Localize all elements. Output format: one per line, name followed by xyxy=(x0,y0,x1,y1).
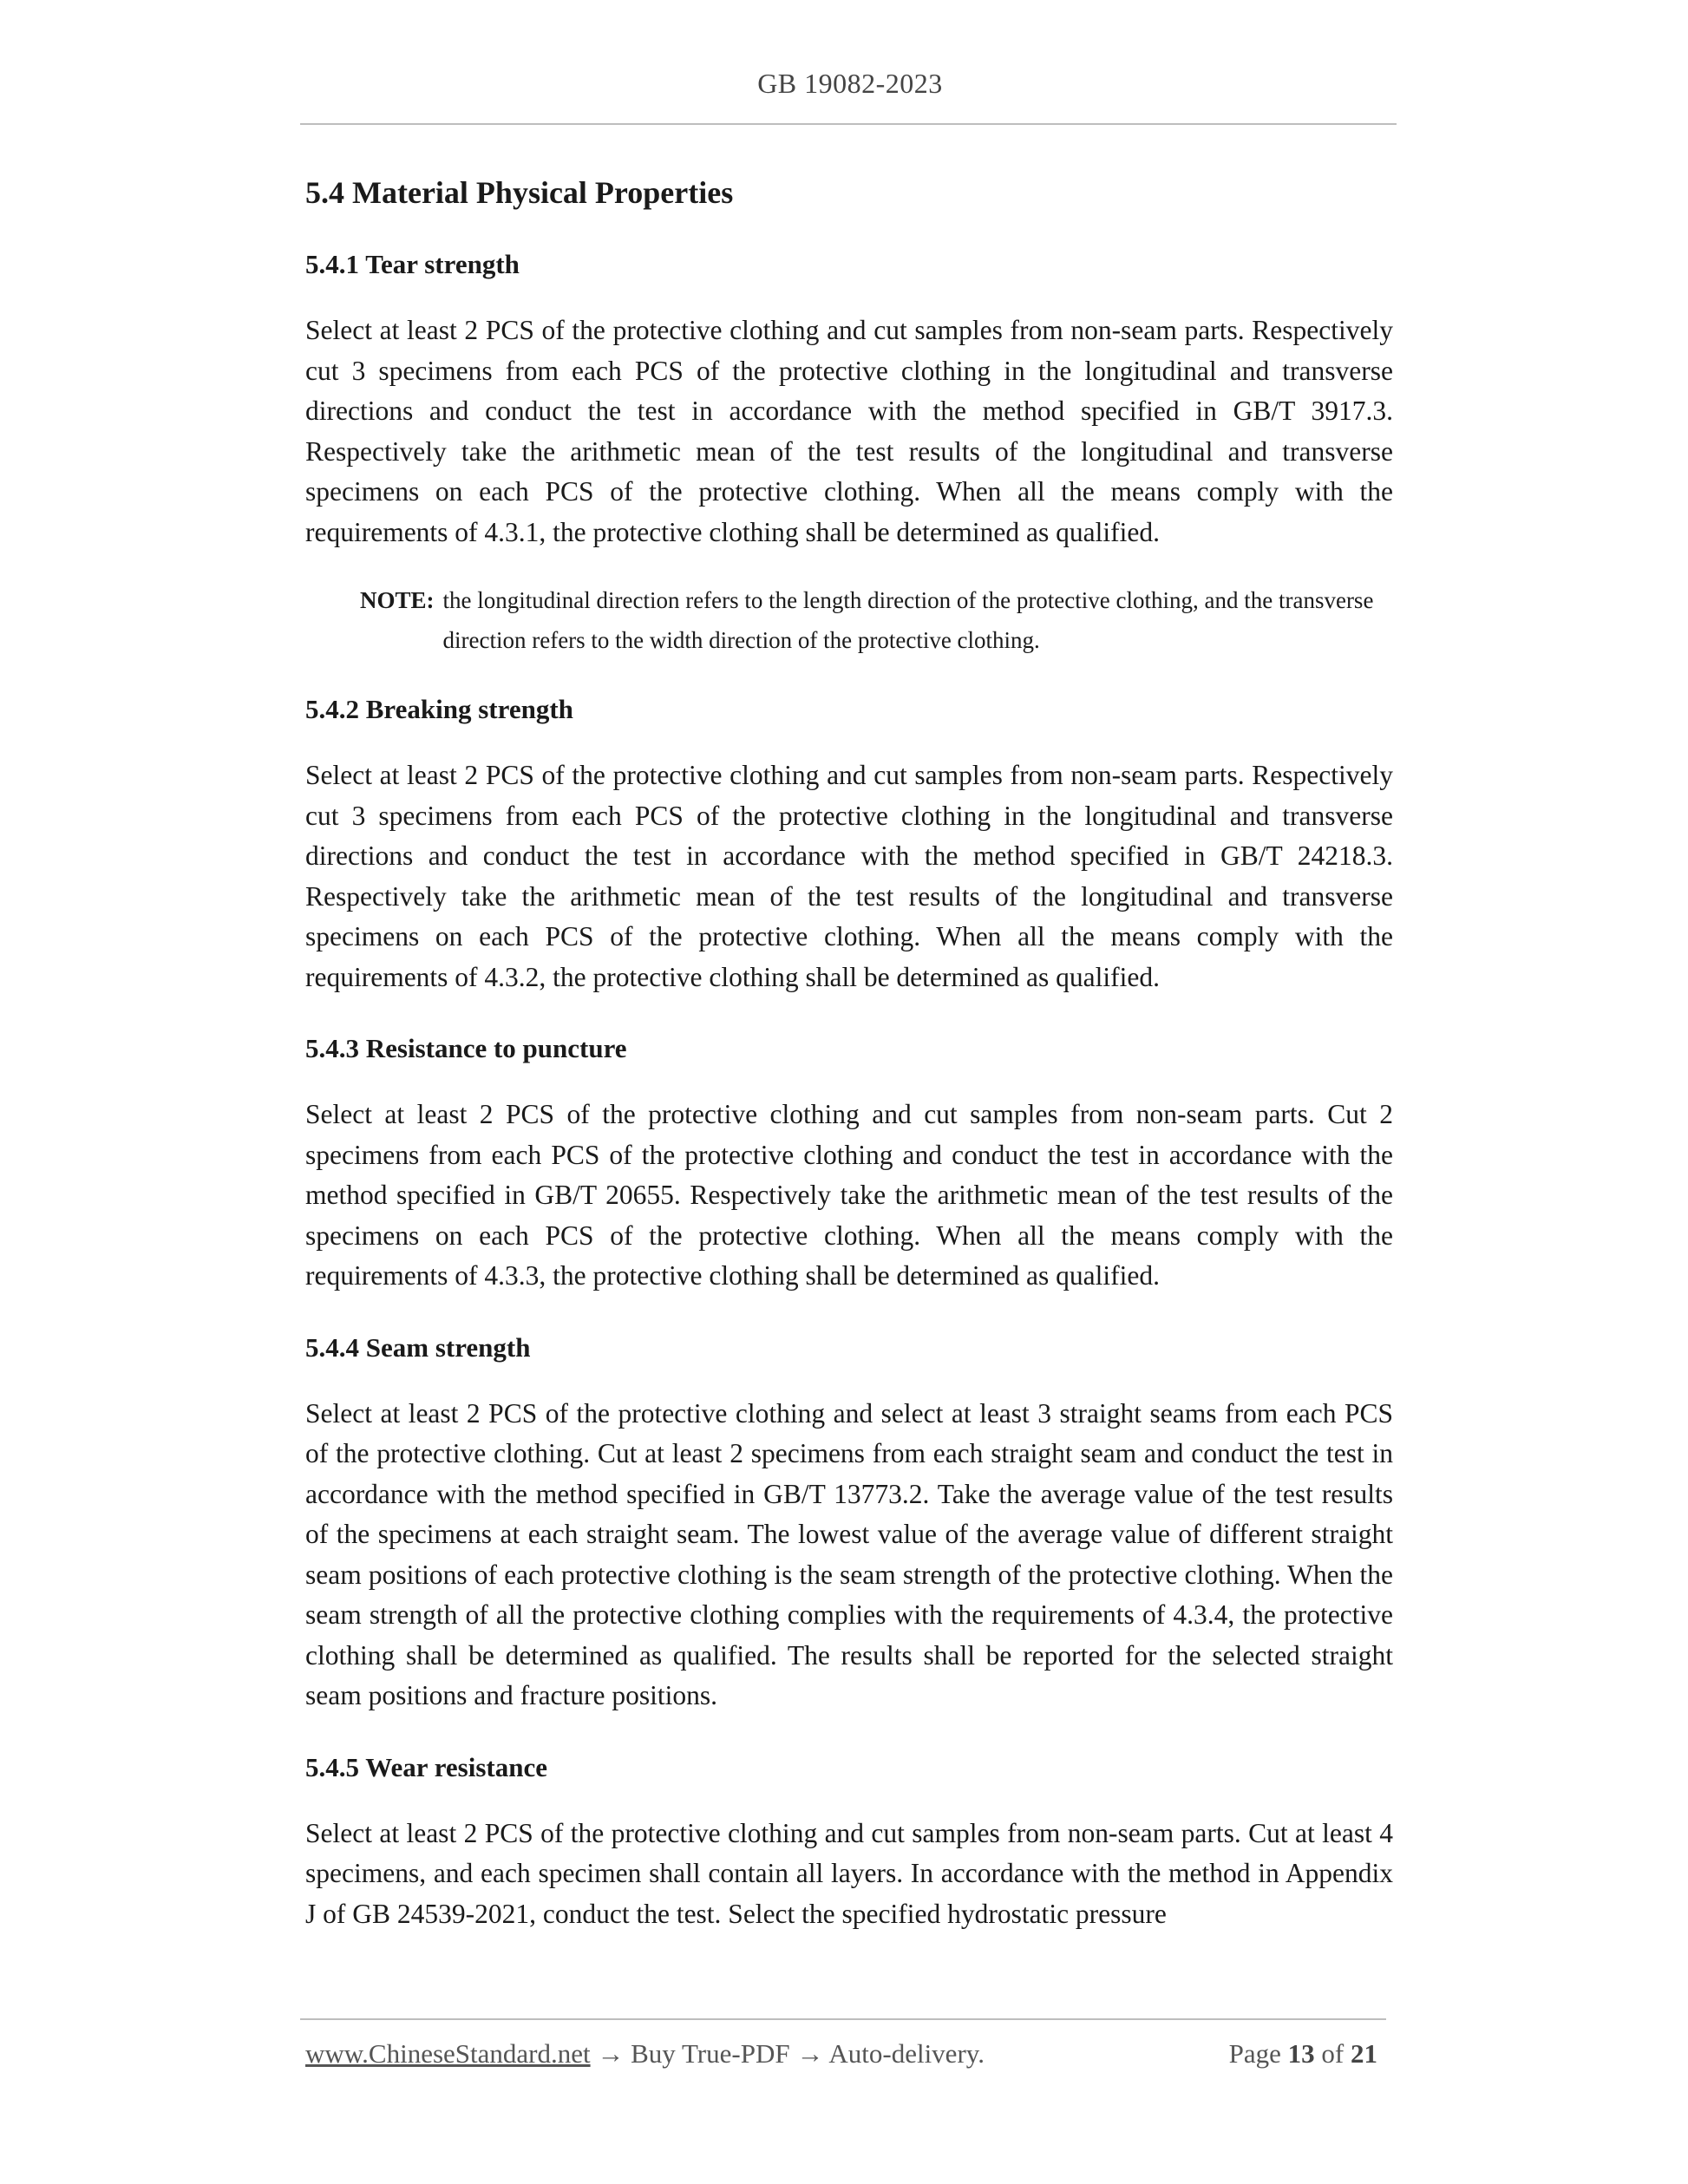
page-of: of xyxy=(1321,2038,1345,2069)
subsection-title-breaking-strength: 5.4.2 Breaking strength xyxy=(305,694,573,724)
page-word: Page xyxy=(1228,2038,1281,2069)
note-text: the longitudinal direction refers to the length direction of the protective clothing, and the transverse direction refers to the width direction of the protective clothing. xyxy=(442,587,1374,653)
paragraph-tear-strength: Select at least 2 PCS of the protective clothing and cut samples from non-seam parts. Respectively cut 3 specimens from each PCS of the protective clothing in the longitudinal and transverse directions and conduct the test in accordance with the method specified in GB/T 3917.3. Respectively take the arithmetic mean of the test results of the longitudinal and transverse specimens on each PCS of the protective clothing. When all the means comply with the requirements of 4.3.1, the protective clothing shall be determined as qualified. xyxy=(305,315,1393,547)
section-title: 5.4 Material Physical Properties xyxy=(305,175,734,210)
paragraph-puncture-resistance: Select at least 2 PCS of the protective clothing and cut samples from non-seam parts. Cut 2 specimens from each PCS of the protective clothing and conduct the test in accordance with the method specified in GB/T 20655. Respectively take the arithmetic mean of the test results of the specimens on each PCS of the protective clothing. When all the means comply with the requirements of 4.3.3, the protective clothing shall be determined as qualified. xyxy=(305,1099,1393,1291)
header-divider xyxy=(300,123,1397,125)
footer-promo xyxy=(305,2038,985,2070)
document-header: GB 19082-2023 xyxy=(757,68,943,99)
page-total: 21 xyxy=(1351,2038,1377,2069)
subsection-title-wear-resistance: 5.4.5 Wear resistance xyxy=(305,1751,547,1782)
page-footer xyxy=(305,2038,1377,2070)
document-body xyxy=(305,170,1393,1965)
note-label: NOTE: xyxy=(360,587,435,613)
paragraph-breaking-strength: Select at least 2 PCS of the protective clothing and cut samples from non-seam parts. Respectively cut 3 specimens from each PCS of the protective clothing in the longitudinal and transverse directions and conduct the test in accordance with the method specified in GB/T 24218.3. Respectively take the arithmetic mean of the test results of the longitudinal and transverse specimens on each PCS of the protective clothing. When all the means comply with the requirements of 4.3.2, the protective clothing shall be determined as qualified. xyxy=(305,760,1393,992)
footer-promo-text: → Buy True-PDF → Auto-delivery. xyxy=(590,2038,985,2069)
page-indicator xyxy=(1229,2038,1377,2070)
paragraph-wear-resistance: Select at least 2 PCS of the protective clothing and cut samples from non-seam parts. Cut at least 4 specimens, and each specimen shall contain all layers. In accordance with the method in Appendix J of GB 24539-2021, conduct the test. Select the specified hydrostatic pressure xyxy=(305,1817,1393,1929)
site-link[interactable]: www.ChineseStandard.net xyxy=(305,2038,591,2069)
footer-divider xyxy=(300,2018,1386,2020)
subsection-title-seam-strength: 5.4.4 Seam strength xyxy=(305,1331,531,1363)
subsection-title-puncture-resistance: 5.4.3 Resistance to puncture xyxy=(305,1033,627,1063)
page-current: 13 xyxy=(1287,2038,1315,2069)
paragraph-seam-strength: Select at least 2 PCS of the protective clothing and select at least 3 straight seams from each PCS of the protective clothing. Cut at least 2 specimens from each straight seam and conduct the test in accordance with the method specified in GB/T 13773.2. Take the average value of the test results of the specimens at each straight seam. The lowest value of the average value of different straight seam positions of each protective clothing is the seam strength of the protective clothing. When the seam strength of all the protective clothing complies with the requirements of 4.3.4, the protective clothing shall be determined as qualified. The results shall be reported for the selected straight seam positions and fracture positions. xyxy=(305,1397,1393,1710)
subsection-title-tear-strength: 5.4.1 Tear strength xyxy=(305,249,520,279)
note-block xyxy=(360,580,1393,660)
